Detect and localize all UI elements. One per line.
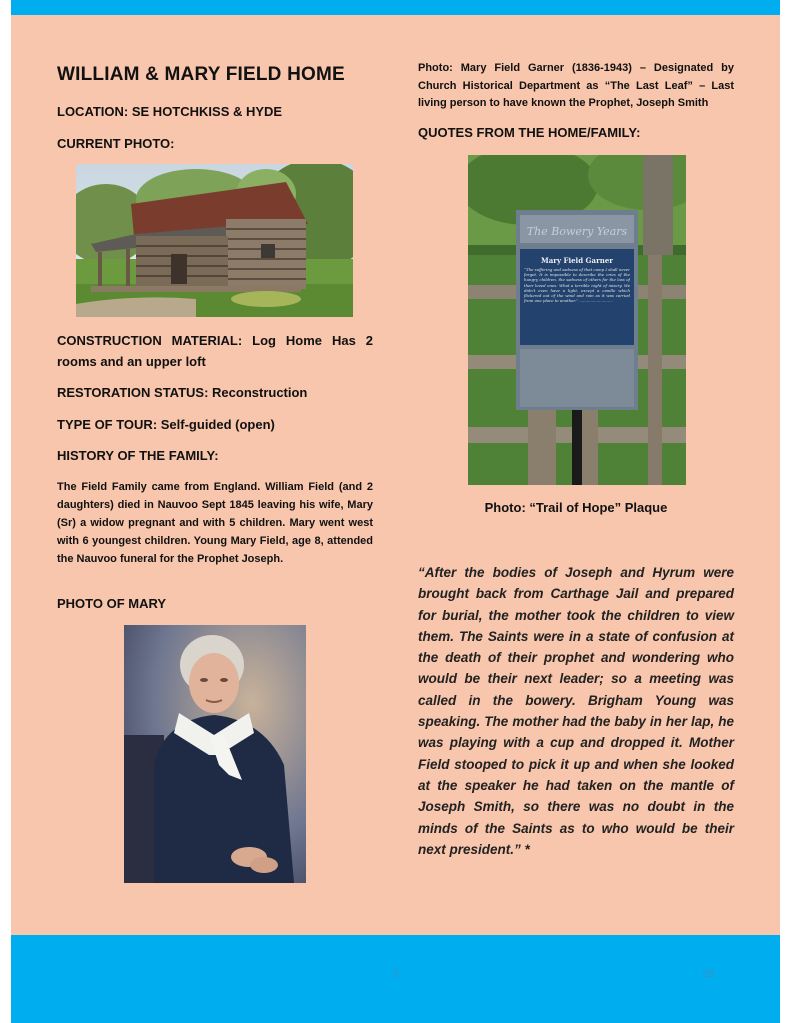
family-quote: “After the bodies of Joseph and Hyrum were brought back from Carthage Jail and prepared for burial, the mother took the children to view them. The Saints were in a state of confusion at the death of their prophet and wondering who would be their next leader; so a meeting was called in the bowery. Brigham Young was speaking. The mother had the baby in her lap, he was playing with a cup and dropped it. Mother Field stooped to pick it up and when she looked at the speaker he had taken on the mantle of Joseph Smith, so there was no doubt in the minds of the Saints as to who would be their next president.” * bbox=[418, 565, 734, 857]
mary-photo-caption: Photo: Mary Field Garner (1836-1943) – Designated by Church Historical Department as “The Last Leaf” – Last living person to have known the Prophet, Joseph Smith bbox=[418, 62, 734, 109]
log-cabin-photo bbox=[76, 164, 353, 317]
history-heading: HISTORY OF THE FAMILY: bbox=[57, 448, 219, 463]
quotes-heading: QUOTES FROM THE HOME/FAMILY: bbox=[418, 125, 641, 140]
plaque-caption: Photo: “Trail of Hope” Plaque bbox=[484, 500, 668, 515]
plaque-photo bbox=[468, 155, 686, 485]
current-photo-heading: CURRENT PHOTO: bbox=[57, 136, 175, 151]
plaque-name: Mary Field Garner bbox=[541, 256, 613, 265]
page-number-right: 28 bbox=[702, 968, 715, 980]
top-accent-bar bbox=[11, 0, 780, 15]
page-title: WILLIAM & MARY FIELD HOME bbox=[57, 64, 345, 85]
photo-of-mary-heading: PHOTO OF MARY bbox=[57, 596, 167, 611]
location-line: LOCATION: SE HOTCHKISS & HYDE bbox=[57, 104, 283, 119]
page-number-left: 3 bbox=[392, 968, 399, 980]
construction-material: CONSTRUCTION MATERIAL: Log Home Has 2 rooms and an upper loft bbox=[57, 333, 373, 369]
history-text: The Field Family came from England. William Field (and 2 daughters) died in Nauvoo Sept 1845 leaving his wife, Mary (Sr) a widow pregnant and with 5 children. Mary went west with 6 youngest children. Young Mary Field, age 8, attended the Nauvoo funeral for the Prophet Joseph. bbox=[57, 481, 373, 565]
restoration-status: RESTORATION STATUS: Reconstruction bbox=[57, 385, 308, 400]
plaque-banner: The Bowery Years bbox=[526, 225, 628, 238]
tour-type: TYPE OF TOUR: Self-guided (open) bbox=[57, 417, 275, 432]
mary-portrait-photo bbox=[124, 625, 306, 883]
plaque-text: “The suffering and sadness of that camp I shall never forget. It is impossible to describe the cries of the hungry children, the sadness of others for the loss of their loved ones. What a terrible night of misery. We didn't even have a light, except a candle which flickered out of the wind and rain as it was carried from one place to another.” ........................... bbox=[524, 267, 630, 304]
